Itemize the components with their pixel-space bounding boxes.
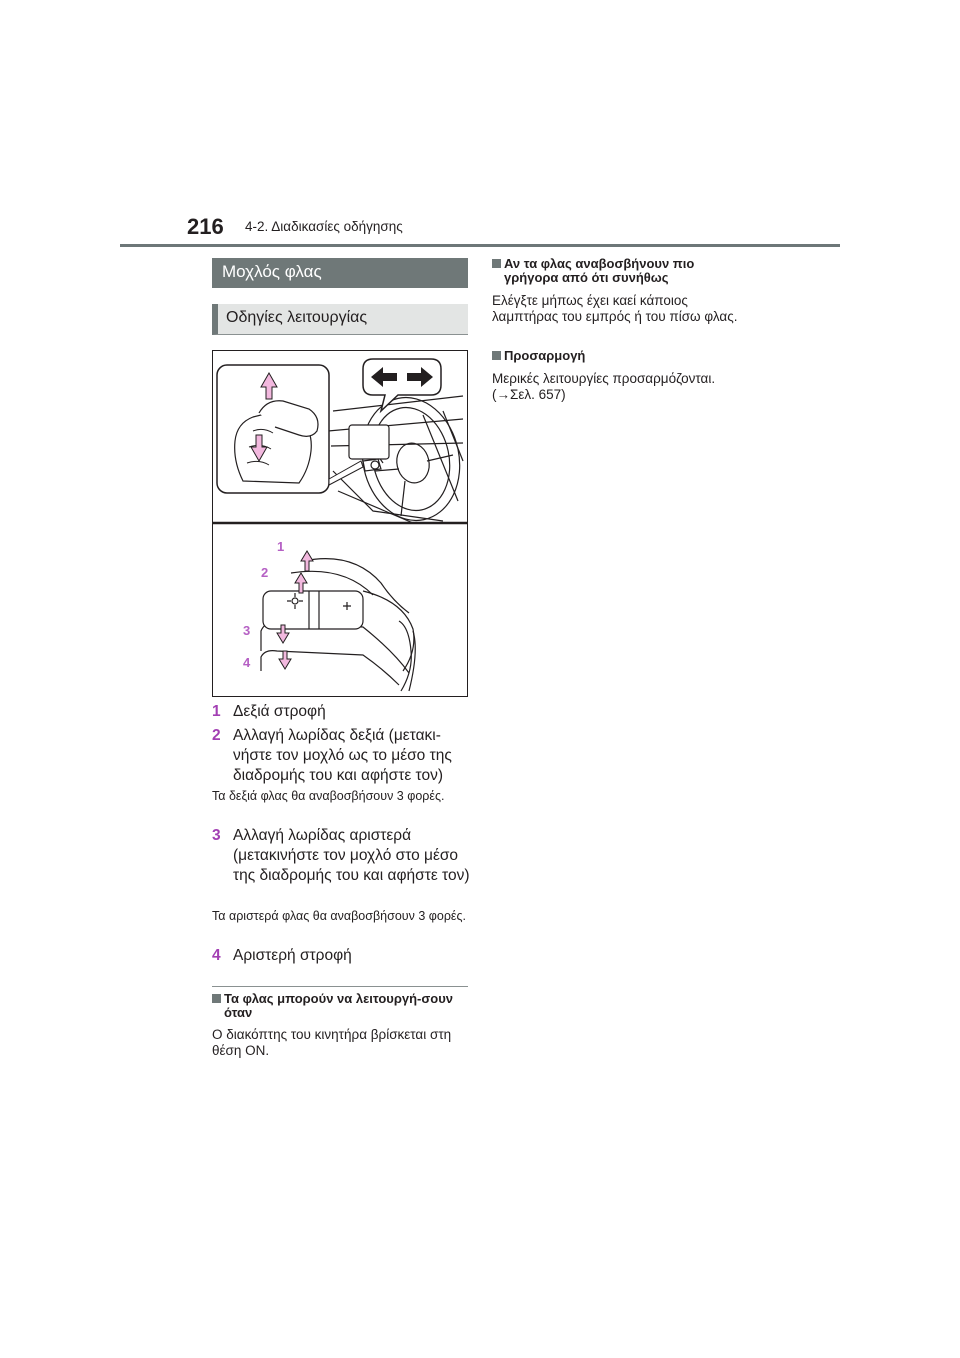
hand-inset <box>217 365 363 493</box>
page-title: Μοχλός φλας <box>212 258 468 288</box>
arrow-4-icon <box>279 651 291 669</box>
step-number: 1 <box>212 703 221 720</box>
flash-faster-body: Ελέγξτε μήπως έχει καεί κάποιος λαμπτήρας του εμπρός ή του πίσω φλας. <box>492 293 738 324</box>
heading-text: Προσαρμογή <box>504 348 586 363</box>
label-3: 3 <box>243 623 251 638</box>
step-number: 4 <box>212 947 221 964</box>
step-text: Δεξιά στροφή <box>233 703 326 720</box>
bullet-square-icon <box>212 994 221 1003</box>
bullet-square-icon <box>492 259 501 268</box>
arrow-1-icon <box>301 551 313 571</box>
turn-signal-lever-illustration <box>212 350 468 697</box>
heading-text: Αν τα φλας αναβοσβήνουν πιο γρήγορα από ότι συνήθως <box>504 256 695 285</box>
dashboard-drawing <box>328 388 467 529</box>
arrow-2-icon <box>295 573 307 593</box>
section-header: 4-2. Διαδικασίες οδήγησης <box>245 219 403 234</box>
section-subtitle: Οδηγίες λειτουργίας <box>212 304 468 335</box>
section-divider <box>212 986 468 987</box>
step-text: Αριστερή στροφή <box>233 947 352 964</box>
header-rule <box>120 244 840 247</box>
heading-text: Τα φλας μπορούν να λειτουργή-σουν όταν <box>224 991 453 1020</box>
step-number: 2 <box>212 727 221 744</box>
label-1: 1 <box>277 539 285 554</box>
label-2: 2 <box>261 565 269 580</box>
left-flash-note: Τα αριστερά φλας θα αναβοσβήσουν 3 φορές. <box>212 909 467 923</box>
step-text: Αλλαγή λωρίδας αριστερά (μετακινήστε τον μοχλό στο μέσο της διαδρομής του και αφήστε τον) <box>233 827 470 884</box>
step-text: Αλλαγή λωρίδας δεξιά (μετακι-νήστε τον μοχλό ως το μέσο της διαδρομής του και αφήστε τον) <box>233 727 452 784</box>
label-4: 4 <box>243 655 251 670</box>
illustration-svg <box>213 351 467 696</box>
page-number: 216 <box>187 214 224 239</box>
right-flash-note: Τα δεξιά φλας θα αναβοσβήσουν 3 φορές. <box>212 789 445 803</box>
bullet-square-icon <box>492 351 501 360</box>
step-number: 3 <box>212 827 221 844</box>
customization-body: Μερικές λειτουργίες προσαρμόζονται. (→Σελ. 657) <box>492 371 716 402</box>
operate-when-body: Ο διακόπτης του κινητήρα βρίσκεται στη θέση ΟΝ. <box>212 1027 452 1058</box>
